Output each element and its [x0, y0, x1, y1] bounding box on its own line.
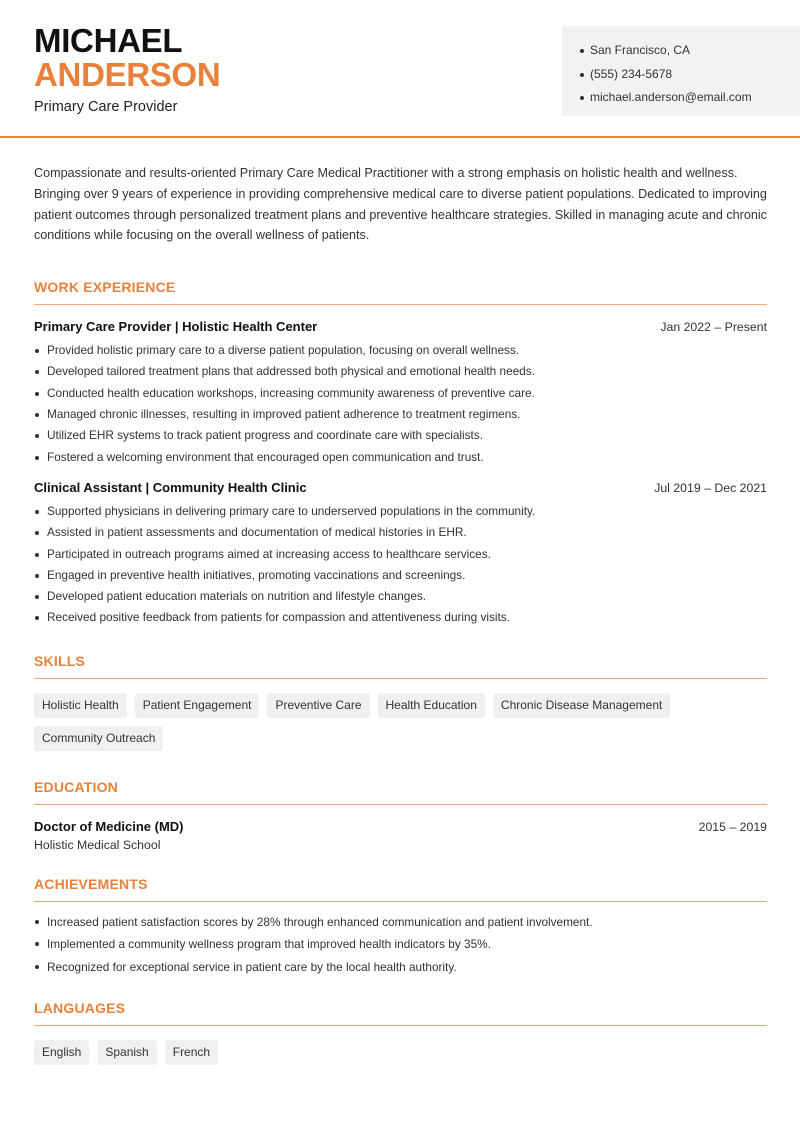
first-name: MICHAEL	[34, 22, 183, 59]
skill-tag: Holistic Health	[34, 693, 127, 718]
achievements-list	[34, 911, 767, 979]
languages-section	[34, 1000, 767, 1065]
list-item: Managed chronic illnesses, resulting in improved patient adherence to treatment regimens.	[34, 404, 767, 425]
list-item: Received positive feedback from patients for compassion and attentiveness during visits.	[34, 607, 767, 628]
contact-phone: (555) 234-5678	[580, 63, 800, 87]
section-title-languages: LANGUAGES	[34, 1000, 767, 1026]
last-name: ANDERSON	[34, 56, 221, 93]
school-name: Holistic Medical School	[34, 837, 161, 852]
list-item: Implemented a community wellness program that improved health indicators by 35%.	[34, 933, 767, 956]
education-dates: 2015 – 2019	[698, 819, 767, 834]
contact-email: michael.anderson@email.com	[580, 86, 800, 110]
list-item: Utilized EHR systems to track patient progress and coordinate care with specialists.	[34, 425, 767, 446]
skill-tag: Patient Engagement	[135, 693, 260, 718]
skill-tag: Community Outreach	[34, 726, 163, 751]
section-title-skills: SKILLS	[34, 653, 767, 679]
list-item: Recognized for exceptional service in patient care by the local health authority.	[34, 956, 767, 979]
work-experience-section	[34, 279, 767, 629]
skill-tag: Health Education	[378, 693, 485, 718]
job-entry	[34, 480, 767, 629]
degree-name: Doctor of Medicine (MD)	[34, 818, 184, 834]
list-item: Fostered a welcoming environment that encouraged open communication and trust.	[34, 447, 767, 468]
list-item: Provided holistic primary care to a diverse patient population, focusing on overall wellness.	[34, 340, 767, 361]
job-entry	[34, 319, 767, 468]
summary-text: Compassionate and results-oriented Primary Care Medical Practitioner with a strong emphasis on holistic health and wellness. Bringing over 9 years of experience in providing comprehensive medical care to diverse patient populations. Dedicated to improving patient outcomes through personalized treatment plans and preventive healthcare strategies. Skilled in managing acute and chronic conditions while focusing on the overall wellness of patients.	[34, 166, 767, 243]
job-title: Primary Care Provider	[34, 99, 178, 115]
job-dates: Jul 2019 – Dec 2021	[654, 480, 767, 495]
resume-header	[0, 0, 800, 138]
candidate-name	[34, 24, 220, 92]
resume-body	[34, 163, 767, 1065]
skills-section	[34, 653, 767, 751]
contact-location: San Francisco, CA	[580, 39, 800, 63]
education-section	[34, 779, 767, 852]
section-title-education: EDUCATION	[34, 779, 767, 805]
job-bullets	[34, 340, 767, 468]
skills-tags	[34, 693, 767, 751]
language-tag: Spanish	[97, 1040, 156, 1065]
contact-box	[562, 26, 800, 116]
skill-tag: Chronic Disease Management	[493, 693, 670, 718]
skill-tag: Preventive Care	[267, 693, 369, 718]
section-title-achievements: ACHIEVEMENTS	[34, 876, 767, 902]
language-tag: French	[165, 1040, 218, 1065]
job-role: Primary Care Provider | Holistic Health Center	[34, 319, 318, 335]
list-item: Participated in outreach programs aimed at increasing access to healthcare services.	[34, 544, 767, 565]
list-item: Increased patient satisfaction scores by 28% through enhanced communication and patient involvement.	[34, 911, 767, 934]
job-dates: Jan 2022 – Present	[660, 320, 767, 335]
languages-tags	[34, 1040, 767, 1065]
job-bullets	[34, 501, 767, 629]
language-tag: English	[34, 1040, 89, 1065]
list-item: Assisted in patient assessments and documentation of medical histories in EHR.	[34, 522, 767, 543]
list-item: Developed patient education materials on nutrition and lifestyle changes.	[34, 586, 767, 607]
achievements-section	[34, 876, 767, 979]
list-item: Supported physicians in delivering primary care to underserved populations in the community.	[34, 501, 767, 522]
list-item: Conducted health education workshops, increasing community awareness of preventive care.	[34, 383, 767, 404]
contact-list	[580, 39, 800, 110]
list-item: Developed tailored treatment plans that addressed both physical and emotional health needs.	[34, 361, 767, 382]
section-title-work: WORK EXPERIENCE	[34, 279, 767, 305]
job-role: Clinical Assistant | Community Health Clinic	[34, 479, 307, 495]
list-item: Engaged in preventive health initiatives, promoting vaccinations and screenings.	[34, 565, 767, 586]
